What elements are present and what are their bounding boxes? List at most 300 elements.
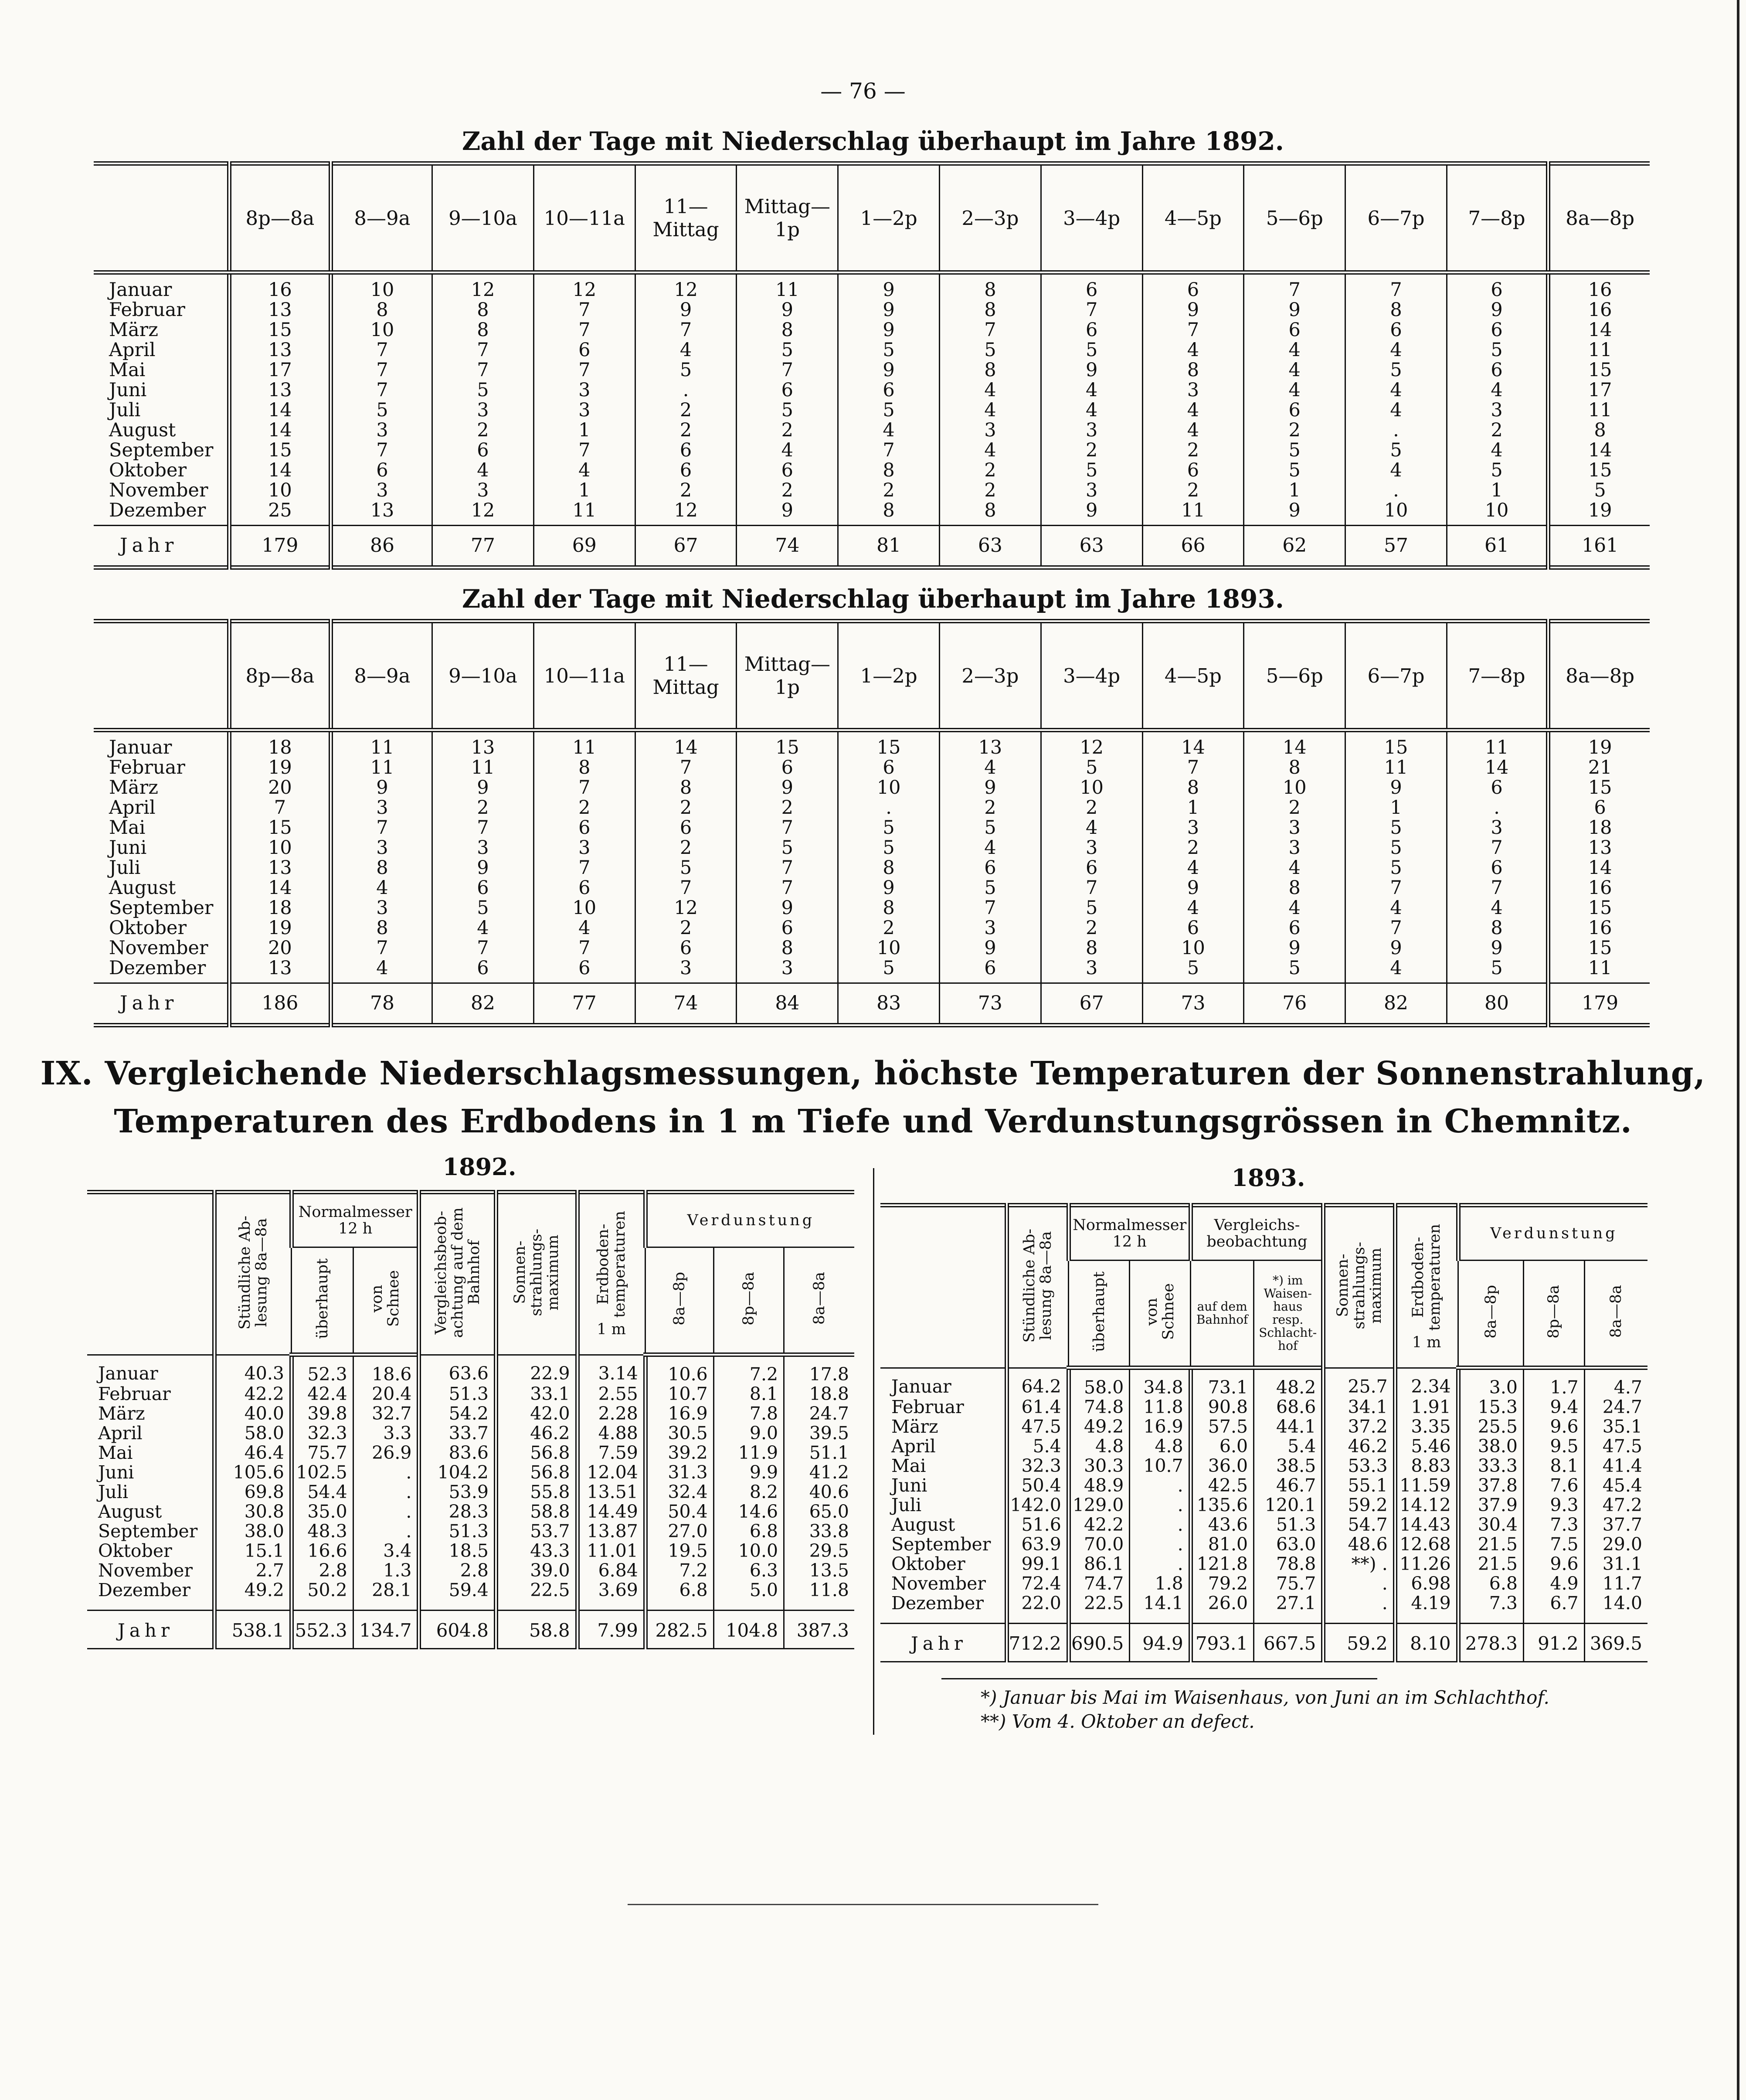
table-cell: 21.5 [1458, 1554, 1524, 1574]
table-cell: 104.8 [713, 1611, 784, 1649]
month-label: September [109, 897, 214, 919]
table-row [880, 1456, 1647, 1476]
table-row [880, 1368, 1647, 1397]
table-row [880, 1535, 1647, 1554]
table-cell: 46.2 [496, 1424, 577, 1443]
table-row [94, 898, 1650, 918]
table-cell: 8 [737, 938, 838, 958]
table-cell: 5 [1244, 440, 1345, 460]
table-cell: 16 [1548, 272, 1650, 300]
month-label: Dezember [94, 500, 229, 526]
month-label: April [891, 1436, 936, 1457]
table-cell: 552.3 [292, 1611, 353, 1649]
table-cell: 7 [1142, 758, 1244, 778]
table-row [87, 1482, 854, 1502]
table-cell: 63 [1041, 526, 1142, 568]
table-cell: 4 [331, 958, 432, 983]
table-row [880, 1417, 1647, 1437]
table-cell: 1 [533, 480, 635, 500]
month-label: April [98, 1423, 143, 1444]
table-cell: 7 [1345, 878, 1447, 898]
table-cell: 5 [432, 898, 534, 918]
table-cell: 13 [229, 958, 331, 983]
table-cell: 6 [1142, 272, 1244, 300]
table-cell: 10 [229, 838, 331, 858]
column-header: 5—6p [1244, 621, 1345, 730]
month-label: November [109, 937, 208, 959]
table-cell: 33.8 [784, 1522, 854, 1541]
table-cell: 7 [331, 938, 432, 958]
table-cell: 7 [533, 858, 635, 878]
table-cell: 2.8 [292, 1561, 353, 1580]
table-cell: 5 [940, 340, 1041, 360]
table-cell: 9 [1447, 300, 1548, 320]
table-cell: 4 [1345, 400, 1447, 420]
table-row [94, 400, 1650, 420]
table-cell: . [353, 1463, 419, 1482]
table-cell: 15 [1548, 778, 1650, 798]
table-cell: 63.9 [1007, 1535, 1069, 1554]
table-cell: 10 [331, 320, 432, 340]
table-cell: 53.3 [1323, 1456, 1395, 1476]
table-cell: 135.6 [1191, 1495, 1254, 1515]
month-label: Januar [109, 737, 172, 758]
header-stuendliche: Stündliche Ab- lesung 8a—8a [214, 1192, 292, 1355]
table-cell: 13 [1548, 838, 1650, 858]
table-cell: 26.0 [1191, 1594, 1254, 1624]
table-cell: 17.8 [784, 1355, 854, 1384]
table-cell: 14.12 [1395, 1495, 1458, 1515]
total-label: Jahr [120, 534, 178, 557]
table-cell: 99.1 [1007, 1554, 1069, 1574]
table-row [94, 798, 1650, 818]
table-cell: 72.4 [1007, 1574, 1069, 1594]
table-cell: 73 [940, 983, 1041, 1026]
table-cell: 3.69 [577, 1580, 645, 1611]
table-cell: 46.7 [1254, 1476, 1324, 1495]
table-cell: 12 [533, 272, 635, 300]
table-cell: 105.6 [214, 1463, 292, 1482]
table-cell: 2 [737, 420, 838, 440]
table-cell: 7 [432, 360, 534, 380]
table-cell: 38.0 [1458, 1437, 1524, 1456]
ix-table-1892 [87, 1190, 854, 1649]
table-cell: 7 [533, 440, 635, 460]
table-cell: 42.5 [1191, 1476, 1254, 1495]
table-cell: 9 [737, 778, 838, 798]
table-cell: 5 [737, 400, 838, 420]
table-cell: 39.8 [292, 1404, 353, 1424]
table-cell: 48.3 [292, 1522, 353, 1541]
table-cell: 4 [838, 420, 940, 440]
table-cell: 94.9 [1130, 1624, 1191, 1662]
table-cell: 6 [533, 878, 635, 898]
table-cell: 2 [635, 400, 737, 420]
table-cell: 16 [1548, 300, 1650, 320]
table-cell: 8 [432, 300, 534, 320]
table-cell: 20 [229, 778, 331, 798]
table-cell: 3 [331, 898, 432, 918]
column-header: 6—7p [1345, 621, 1447, 730]
month-label: August [891, 1514, 955, 1535]
table-cell: 30.8 [214, 1502, 292, 1522]
table-cell: 2 [432, 420, 534, 440]
table-cell: 37.2 [1323, 1417, 1395, 1437]
table-cell: 61 [1447, 526, 1548, 568]
table-cell: 45.4 [1584, 1476, 1647, 1495]
table-cell: 8.10 [1395, 1624, 1458, 1662]
table-cell: 8 [1345, 300, 1447, 320]
table-cell: 9.3 [1524, 1495, 1585, 1515]
table-row [94, 420, 1650, 440]
table-cell: 14.0 [1584, 1594, 1647, 1624]
table-cell: 4.8 [1069, 1437, 1130, 1456]
table-cell: 13 [229, 300, 331, 320]
table-cell: 7 [1345, 918, 1447, 938]
table-cell: 1 [1447, 480, 1548, 500]
table-cell: 9 [838, 360, 940, 380]
table-cell: 18.8 [784, 1384, 854, 1404]
table-cell: 9 [1345, 938, 1447, 958]
table-cell: 81 [838, 526, 940, 568]
table-cell: 6 [432, 958, 534, 983]
table-cell: 2 [737, 480, 838, 500]
table-cell: 3 [331, 798, 432, 818]
table-cell: 58.0 [214, 1424, 292, 1443]
table-cell: 2.28 [577, 1404, 645, 1424]
table-cell: 4 [1345, 958, 1447, 983]
table-cell: 10 [331, 272, 432, 300]
header-verdunstung-8a-8a: 8a—8a [784, 1247, 854, 1355]
table-cell: 7 [1447, 878, 1548, 898]
table-cell: 14.6 [713, 1502, 784, 1522]
table-cell: **) . [1323, 1554, 1395, 1574]
table-cell: 10.6 [645, 1355, 713, 1384]
table-cell: 40.0 [214, 1404, 292, 1424]
table-cell: 17 [1548, 380, 1650, 400]
header-stuendliche: Stündliche Ab- lesung 8a—8a [1007, 1205, 1069, 1368]
table-cell: 282.5 [645, 1611, 713, 1649]
table-cell: 8 [1142, 778, 1244, 798]
table-cell: 10 [1244, 778, 1345, 798]
table-cell: 6 [1244, 918, 1345, 938]
table-cell: 13 [229, 858, 331, 878]
table-cell: 9 [737, 500, 838, 526]
table-cell: 7 [533, 320, 635, 340]
table-cell: 5 [838, 958, 940, 983]
table-cell: 50.2 [292, 1580, 353, 1611]
table-cell: 13 [331, 500, 432, 526]
column-header: 2—3p [940, 621, 1041, 730]
month-label: Oktober [98, 1540, 172, 1561]
table-cell: 11 [331, 758, 432, 778]
table-cell: 7 [1041, 300, 1142, 320]
total-label: Jahr [118, 1620, 174, 1641]
table-cell: 8 [940, 300, 1041, 320]
table-cell: 37.9 [1458, 1495, 1524, 1515]
header-row [94, 621, 1650, 730]
table-cell: 14 [1548, 320, 1650, 340]
table-cell: 7 [1447, 838, 1548, 858]
table-cell: 63.0 [1254, 1535, 1324, 1554]
table-cell: 11 [1548, 400, 1650, 420]
table-cell: 40.6 [784, 1482, 854, 1502]
table-cell: 67 [1041, 983, 1142, 1026]
table-cell: 27.1 [1254, 1594, 1324, 1624]
table-cell: 6 [1447, 320, 1548, 340]
month-label: April [109, 797, 156, 819]
table-cell: 39.5 [784, 1424, 854, 1443]
table-cell: 6 [1447, 778, 1548, 798]
header-vergleichsbeobachtung: Vergleichs- beobachtung [1191, 1205, 1324, 1261]
table-cell: 387.3 [784, 1611, 854, 1649]
table-cell: 10 [1447, 500, 1548, 526]
table-cell: 19 [229, 918, 331, 938]
table-cell: 6 [1548, 798, 1650, 818]
table-cell: 8.1 [1524, 1456, 1585, 1476]
table-cell: 3 [1041, 480, 1142, 500]
table-cell: 8 [737, 320, 838, 340]
month-label: August [98, 1501, 162, 1522]
table-cell: 11.8 [1130, 1397, 1191, 1417]
header-normalmesser: Normalmesser 12 h [1069, 1205, 1191, 1261]
table-cell: . [1345, 420, 1447, 440]
table-cell: 3 [1447, 818, 1548, 838]
table-cell: 11 [432, 758, 534, 778]
table-cell: 51.6 [1007, 1515, 1069, 1535]
table-cell: 7 [1142, 320, 1244, 340]
column-header: 11—Mittag [635, 621, 737, 730]
table-cell: 9 [1041, 500, 1142, 526]
table-cell: 16 [1548, 918, 1650, 938]
month-label: September [891, 1534, 991, 1555]
table-cell: 134.7 [353, 1611, 419, 1649]
month-label: Juni [109, 837, 147, 859]
table-cell: 6 [838, 758, 940, 778]
header-ueberhaupt: überhaupt [1069, 1261, 1130, 1368]
month-label: Juli [109, 399, 141, 421]
column-header: 8—9a [331, 163, 432, 272]
table-cell: 33.3 [1458, 1456, 1524, 1476]
table-cell: 4 [1447, 440, 1548, 460]
table-row [880, 1554, 1647, 1574]
table-cell: 47.2 [1584, 1495, 1647, 1515]
table-cell: . [1130, 1535, 1191, 1554]
column-header: 5—6p [1244, 163, 1345, 272]
column-header: 8a—8p [1548, 163, 1650, 272]
table-cell: . [838, 798, 940, 818]
table-cell: 7.3 [1524, 1515, 1585, 1535]
table-cell: 24.7 [784, 1404, 854, 1424]
table-cell: 54.4 [292, 1482, 353, 1502]
table-cell: 5 [1345, 360, 1447, 380]
table-cell: 48.2 [1254, 1368, 1324, 1397]
table-cell: 62 [1244, 526, 1345, 568]
table-cell: 179 [229, 526, 331, 568]
table-cell: 84 [737, 983, 838, 1026]
table-cell: 68.6 [1254, 1397, 1324, 1417]
table-cell: 9 [1142, 300, 1244, 320]
table-cell: 5 [838, 340, 940, 360]
table-cell: 14 [229, 400, 331, 420]
table-row [94, 360, 1650, 380]
table-cell: 7 [331, 340, 432, 360]
total-label: Jahr [120, 992, 178, 1014]
table-cell: 8 [1244, 758, 1345, 778]
table-cell: 6 [737, 460, 838, 480]
table-cell: 31.1 [1584, 1554, 1647, 1574]
table-cell: 4 [737, 440, 838, 460]
month-label: Mai [109, 817, 146, 839]
table-cell: 2.7 [214, 1561, 292, 1580]
table-cell: 59.2 [1323, 1495, 1395, 1515]
table-cell: 604.8 [419, 1611, 496, 1649]
table-cell: 3 [331, 838, 432, 858]
table-cell: . [1447, 798, 1548, 818]
table-cell: 3 [533, 400, 635, 420]
table-cell: 3 [1244, 818, 1345, 838]
table-row [87, 1463, 854, 1482]
table-cell: 5 [737, 838, 838, 858]
table-cell: 56.8 [496, 1443, 577, 1463]
table-cell: 74.8 [1069, 1397, 1130, 1417]
table-cell: 5 [1345, 838, 1447, 858]
table-cell: 18.6 [353, 1355, 419, 1384]
table-row [87, 1541, 854, 1561]
table-cell: 8 [1548, 420, 1650, 440]
month-label: November [98, 1560, 193, 1581]
table-cell: 4 [940, 380, 1041, 400]
table-cell: 7 [533, 938, 635, 958]
table-cell: 5 [1345, 858, 1447, 878]
table-cell: 59.2 [1323, 1624, 1395, 1662]
table-cell: 6 [533, 340, 635, 360]
table-cell: 34.1 [1323, 1397, 1395, 1417]
column-header: 6—7p [1345, 163, 1447, 272]
table-cell: 67 [635, 526, 737, 568]
table-cell: 39.0 [496, 1561, 577, 1580]
table-cell: 6 [737, 918, 838, 938]
table-cell: 18 [229, 898, 331, 918]
month-label: Juli [98, 1482, 129, 1502]
table-cell: 3.4 [353, 1541, 419, 1561]
table-row [94, 440, 1650, 460]
table-cell: 10.0 [713, 1541, 784, 1561]
table-cell: 52.3 [292, 1355, 353, 1384]
table-cell: 14 [1548, 858, 1650, 878]
table-cell: 11 [331, 730, 432, 758]
header-verdunstung-8a-8p: 8a—8p [1458, 1261, 1524, 1368]
table-cell: 12 [432, 500, 534, 526]
month-label: März [891, 1416, 938, 1437]
table-cell: 9 [432, 858, 534, 878]
table-cell: 11.8 [784, 1580, 854, 1611]
table-cell: 42.2 [1069, 1515, 1130, 1535]
table-cell: 6 [533, 818, 635, 838]
table-cell: 11.26 [1395, 1554, 1458, 1574]
table-cell: 46.2 [1323, 1437, 1395, 1456]
table-cell: 73.1 [1191, 1368, 1254, 1397]
table-1893-title: Zahl der Tage mit Niederschlag überhaupt im Jahre 1893. [462, 584, 1284, 614]
table-cell: 43.3 [496, 1541, 577, 1561]
header-verdunstung-8a-8p: 8a—8p [645, 1247, 713, 1355]
table-cell: 538.1 [214, 1611, 292, 1649]
table-cell: 86 [331, 526, 432, 568]
table-cell: 19 [1548, 730, 1650, 758]
table-row [94, 500, 1650, 526]
table-cell: 55.1 [1323, 1476, 1395, 1495]
month-label: Februar [109, 299, 185, 321]
column-header: 3—4p [1041, 621, 1142, 730]
table-cell: 9 [838, 320, 940, 340]
table-cell: 2 [940, 460, 1041, 480]
table-cell: 6 [1244, 400, 1345, 420]
table-cell: 48.9 [1069, 1476, 1130, 1495]
table-cell: 7.2 [713, 1355, 784, 1384]
table-row [880, 1495, 1647, 1515]
table-cell: 47.5 [1584, 1437, 1647, 1456]
table-cell: 15 [737, 730, 838, 758]
table-cell: 4 [432, 918, 534, 938]
table-cell: 5 [635, 360, 737, 380]
table-cell: 8 [331, 300, 432, 320]
table-cell: 9.4 [1524, 1397, 1585, 1417]
table-cell: 129.0 [1069, 1495, 1130, 1515]
table-cell: 7 [432, 818, 534, 838]
month-label: Dezember [94, 958, 229, 983]
table-cell: 4 [1244, 340, 1345, 360]
footnote-rule [941, 1678, 1377, 1679]
table-cell: 3 [1041, 958, 1142, 983]
month-label: Februar [891, 1397, 964, 1417]
table-cell: 7.8 [713, 1404, 784, 1424]
table-cell: 13.87 [577, 1522, 645, 1541]
month-label: Juni [109, 379, 147, 401]
table-cell: 56.8 [496, 1463, 577, 1482]
table-cell: 1 [1244, 480, 1345, 500]
total-row [880, 1624, 1647, 1662]
column-header: 7—8p [1447, 621, 1548, 730]
table-cell: 49.2 [214, 1580, 292, 1611]
table-cell: 11.7 [1584, 1574, 1647, 1594]
table-row [880, 1574, 1647, 1594]
table-cell: 2.34 [1395, 1368, 1458, 1397]
table-cell: 13 [229, 340, 331, 360]
table-cell: 9 [838, 300, 940, 320]
table-cell: 43.6 [1191, 1515, 1254, 1535]
table-1892-title: Zahl der Tage mit Niederschlag überhaupt im Jahre 1892. [462, 126, 1284, 156]
table-cell: 9 [331, 778, 432, 798]
table-cell: 7.99 [577, 1611, 645, 1649]
column-header: 2—3p [940, 163, 1041, 272]
month-label: Dezember [880, 1594, 1007, 1624]
table-cell: 20.4 [353, 1384, 419, 1404]
table-cell: 64.2 [1007, 1368, 1069, 1397]
right-margin-line [1737, 0, 1739, 2100]
table-cell: 8 [635, 778, 737, 798]
table-cell: 29.5 [784, 1541, 854, 1561]
table-cell: 179 [1548, 983, 1650, 1026]
ix-table-1893 [880, 1203, 1647, 1662]
table-cell: . [1323, 1594, 1395, 1624]
table-cell: 5.4 [1007, 1437, 1069, 1456]
table-cell: 30.4 [1458, 1515, 1524, 1535]
table-cell: 11 [1548, 958, 1650, 983]
table-cell: 6 [635, 460, 737, 480]
column-header: 4—5p [1142, 621, 1244, 730]
table-cell: 2 [635, 480, 737, 500]
table-cell: 1 [1142, 798, 1244, 818]
